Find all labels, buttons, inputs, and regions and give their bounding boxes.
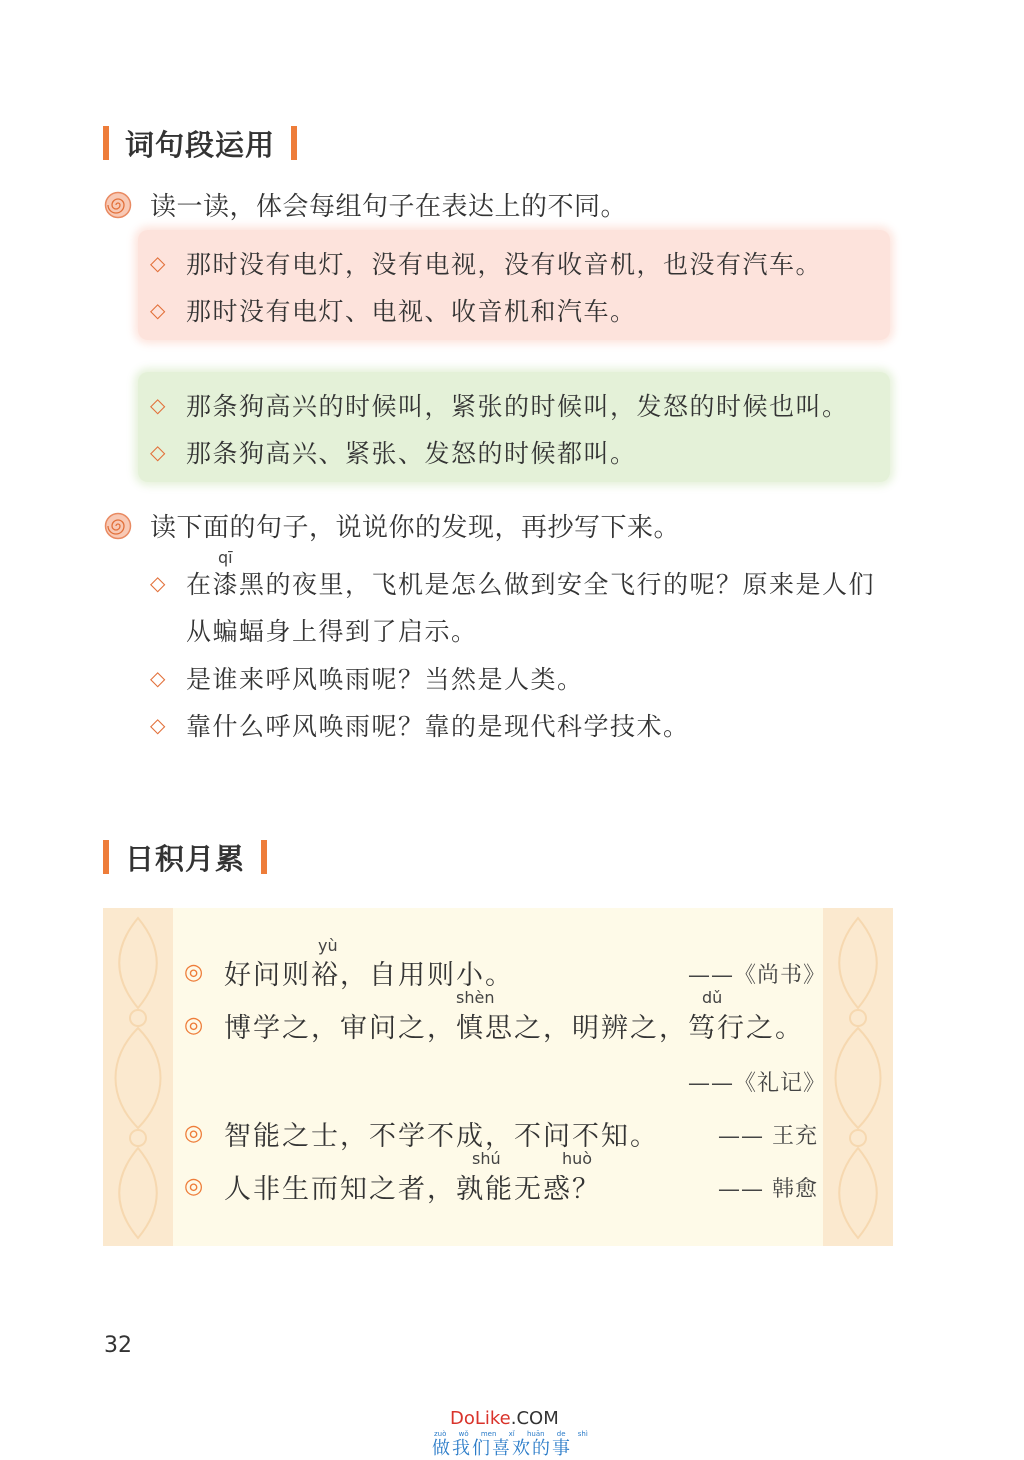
section-title: 词句段运用 bbox=[125, 127, 276, 162]
sentence-text: 那时没有电灯、电视、收音机和汽车。 bbox=[186, 297, 637, 326]
brand-red: DoLike bbox=[450, 1408, 511, 1429]
pinyin-qi: qī bbox=[218, 548, 233, 567]
watermark-slogan-pinyin: zuò wǒ men xǐ huān de shì bbox=[434, 1430, 588, 1438]
proverb-source: ——《尚书》 bbox=[688, 963, 827, 988]
ornament-right bbox=[823, 908, 893, 1246]
section-title: 日积月累 bbox=[125, 841, 246, 876]
instruction-text: 读一读，体会每组句子在表达上的不同。 bbox=[150, 192, 628, 222]
pink-line-1 bbox=[150, 245, 822, 281]
instruction-2 bbox=[104, 507, 680, 544]
green-line-1 bbox=[150, 387, 849, 423]
double-circle-icon: ◎ bbox=[184, 1174, 204, 1199]
header-bar-left bbox=[103, 126, 109, 160]
diamond-icon: ◇ bbox=[150, 298, 166, 322]
proverb-text: 智能之士，不学不成，不问不知。 bbox=[224, 1121, 659, 1152]
sentence-text: 那条狗高兴、紧张、发怒的时候都叫。 bbox=[186, 439, 637, 468]
diamond-icon: ◇ bbox=[150, 393, 166, 417]
pink-line-2 bbox=[150, 292, 637, 328]
spiral-icon bbox=[104, 191, 132, 219]
double-circle-icon: ◎ bbox=[184, 1013, 204, 1038]
proverb-source: —— 韩愈 bbox=[718, 1177, 818, 1202]
brand-dark: .COM bbox=[510, 1408, 559, 1429]
header-bar-right bbox=[261, 840, 267, 874]
diamond-icon: ◇ bbox=[150, 571, 166, 595]
proverb-text: 人非生而知之者，孰能无惑？ bbox=[224, 1174, 601, 1205]
sentence-1 bbox=[150, 565, 875, 601]
spiral-icon bbox=[104, 512, 132, 540]
pinyin-du: dǔ bbox=[702, 988, 723, 1007]
sentence-text: 那条狗高兴的时候叫，紧张的时候叫，发怒的时候也叫。 bbox=[186, 392, 849, 421]
sentence-text: 那时没有电灯，没有电视，没有收音机，也没有汽车。 bbox=[186, 250, 823, 279]
proverb-text: 博学之，审问之，慎思之，明辨之，笃行之。 bbox=[224, 1013, 804, 1044]
diamond-icon: ◇ bbox=[150, 666, 166, 690]
diamond-icon: ◇ bbox=[150, 440, 166, 464]
instruction-text: 读下面的句子，说说你的发现，再抄写下来。 bbox=[150, 513, 681, 543]
proverb-text: 好问则裕，自用则小。 bbox=[224, 960, 514, 991]
watermark-slogan: 做我们喜欢的事 bbox=[432, 1438, 572, 1459]
header-bar-left bbox=[103, 840, 109, 874]
proverb-2 bbox=[184, 1006, 804, 1045]
sentence-3 bbox=[150, 707, 690, 743]
pinyin-huo: huò bbox=[562, 1149, 593, 1168]
instruction-1 bbox=[104, 186, 627, 223]
proverb-source: —— 王充 bbox=[718, 1124, 818, 1149]
diamond-icon: ◇ bbox=[150, 713, 166, 737]
sentence-text: 是谁来呼风唤雨呢？当然是人类。 bbox=[186, 665, 584, 694]
proverb-4 bbox=[184, 1167, 601, 1206]
proverb-3 bbox=[184, 1114, 659, 1153]
sentence-1-continued: 从蝙蝠身上得到了启示。 bbox=[186, 617, 478, 646]
proverb-1 bbox=[184, 953, 514, 992]
page-number: 32 bbox=[104, 1333, 132, 1358]
section-header-ci-ju-duan bbox=[103, 125, 297, 161]
sentence-text: 在漆黑的夜里，飞机是怎么做到安全飞行的呢？原来是人们 bbox=[186, 570, 876, 599]
watermark-brand[interactable] bbox=[450, 1408, 559, 1429]
sentence-text: 靠什么呼风唤雨呢？靠的是现代科学技术。 bbox=[186, 712, 690, 741]
green-line-2 bbox=[150, 434, 637, 470]
double-circle-icon: ◎ bbox=[184, 1121, 204, 1146]
proverb-source: ——《礼记》 bbox=[688, 1071, 827, 1096]
pinyin-shen: shèn bbox=[456, 988, 495, 1007]
diamond-icon: ◇ bbox=[150, 251, 166, 275]
sentence-2 bbox=[150, 660, 584, 696]
section-header-ri-ji-yue-lei bbox=[103, 839, 267, 875]
pinyin-yu: yù bbox=[318, 936, 338, 955]
pinyin-shu: shú bbox=[472, 1149, 501, 1168]
double-circle-icon: ◎ bbox=[184, 960, 204, 985]
ornament-left bbox=[103, 908, 173, 1246]
header-bar-right bbox=[291, 126, 297, 160]
